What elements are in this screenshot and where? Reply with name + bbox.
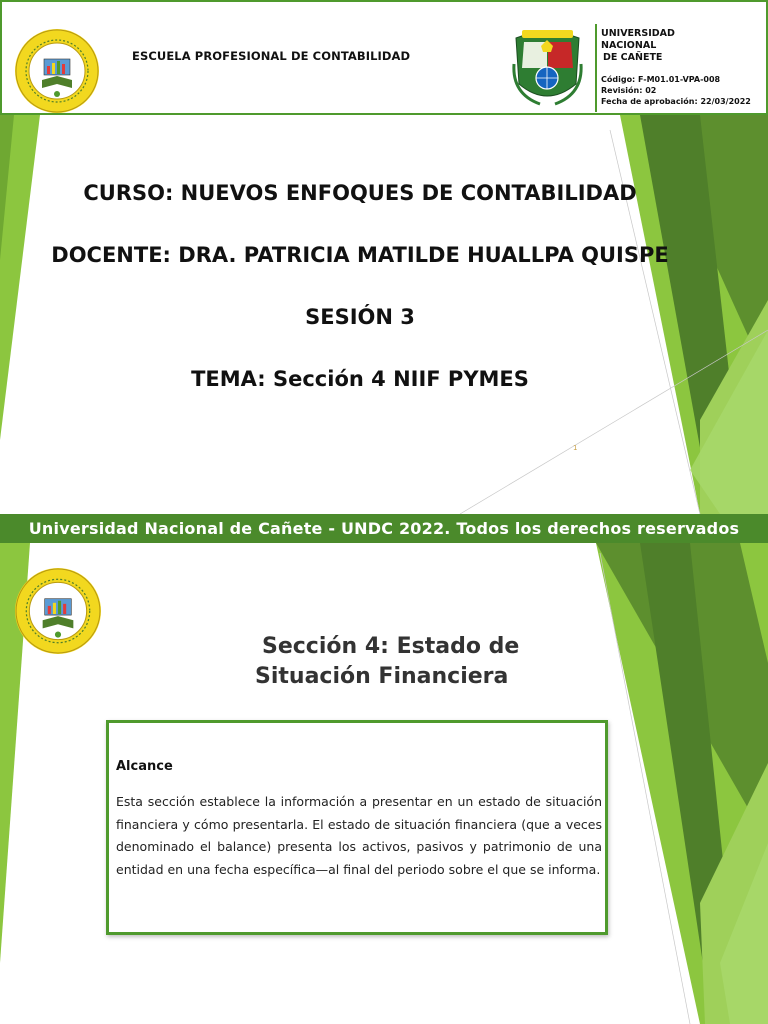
teacher-name: DOCENTE: DRA. PATRICIA MATILDE HUALLPA QUISPE [51,243,669,267]
content-slide [0,543,768,1024]
document-info-block [595,24,763,112]
scope-content-box [106,720,608,935]
section-title-line1: Sección 4: Estado de [262,634,520,659]
session-number: SESIÓN 3 [305,305,415,329]
topic-title: TEMA: Sección 4 NIIF PYMES [191,367,529,391]
university-name-line1: UNIVERSIDAD NACIONAL [601,28,675,51]
scope-body-text: Esta sección establece la información a presentar en un estado de situación financiera y cómo presentarla. El estado de situación financiera (que a veces denominado el balance) presenta los activos, pasivos y patrimonio de una entidad en una fecha específica—al final del periodo sobre el que se informa. [116,794,602,877]
course-title: CURSO: NUEVOS ENFOQUES DE CONTABILIDAD [83,181,637,205]
section-title-line2: Situación Financiera [255,664,509,689]
document-revision: Revisión: 02 [601,86,657,95]
copyright-footer: Universidad Nacional de Cañete - UNDC 2022. Todos los derechos reservados [0,514,768,543]
school-name: ESCUELA PROFESIONAL DE CONTABILIDAD [132,49,411,63]
contabilidad-seal-icon [14,567,102,655]
approval-date: Fecha de aprobación: 22/03/2022 [601,97,751,106]
section-title [255,632,519,692]
university-name-line2: DE CAÑETE [603,52,663,63]
scope-heading: Alcance [116,759,173,774]
university-crest-icon [510,24,585,110]
contabilidad-seal-icon [14,28,100,114]
document-code: Código: F-M01.01-VPA-008 [601,75,721,84]
page-number: 1 [573,444,578,452]
